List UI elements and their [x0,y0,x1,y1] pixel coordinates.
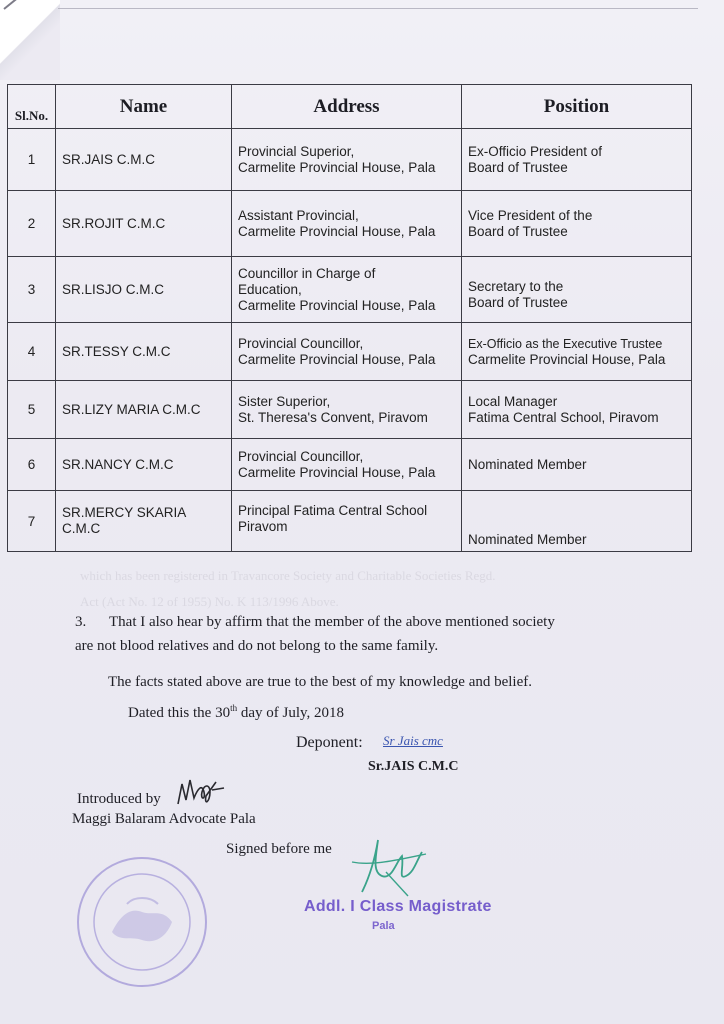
header-name: Name [56,85,232,129]
row-number: 5 [8,381,56,439]
header-address: Address [232,85,462,129]
address-line: Carmelite Provincial House, Pala [238,352,436,367]
position-line: Ex-Officio President of [468,144,603,159]
address-line: Sister Superior, [238,394,331,409]
row-number: 2 [8,191,56,257]
deponent-signature: Sr Jais cmc [383,733,443,748]
document-page: Sl.No. Name Address Position 1 SR.JAIS C.M.C Provincial Superior, Carmelite Provincial House, Pala Ex-Officio President of Board of Trustee 2 SR.ROJIT C.M.C Assistant Provincial, Carmelite Provincial House, Pala Vice President of the Board of Trustee 3 SR.LISJO C.M.C Councillor in Charge of Education, Carmelite Provincial House, Pala Secretary to the Board of Trustee 4 SR.TESSY C.M.C Provincial Councillor, Carmelite Provincial House, Pala Ex-Officio as the Executive Trustee Carmelite Provincial House, Pala 5 SR.LIZY MARIA C.M.C Sister Superior, St. Theresa's Convent, Piravom Local Manager Fatima Central School, Piravom 6 SR.NANCY C.M.C Provincial Councillor, Carmelite Provincial House, Pala Nominated Member 7 SR.MERCY SKARIA C.M.C Principal Fatima Central School Piravom Nominated Member which has been registered in Travancore Society and Charitable Societies Regd. Act (Act No. 12 of 1955) No. K 113/1996 Above. 3. That I also hear by affirm that the member of the above mentioned society are not blood relatives and do not belong to the same family. The facts stated above are true to the best of my knowledge and belief. Dated this the 30th day of July, 2018 Deponent: Sr Jais cmc Sr.JAIS C.M.C Introduced by Maggi Balaram Advocate Pala Signed before me Addl. I Class Magistrate Pala [0,0,724,1024]
advocate-signature [172,770,232,810]
address-line: Provincial Councillor, [238,449,364,464]
position-line: Carmelite Provincial House, Pala [468,352,666,367]
table-row [8,491,692,552]
magistrate-stamp: Addl. I Class Magistrate [304,898,492,915]
position-line: Nominated Member [468,532,587,547]
address-line: Carmelite Provincial House, Pala [238,465,436,480]
introduced-label: Introduced by [77,791,161,807]
row-address [232,439,462,491]
table-row [8,323,692,381]
address-line: Carmelite Provincial House, Pala [238,298,436,313]
deponent-name: Sr.JAIS C.M.C [368,759,459,774]
signed-before-label: Signed before me [226,841,332,857]
advocate-name: Maggi Balaram Advocate Pala [72,811,256,827]
trustee-table [7,84,692,552]
address-line: Assistant Provincial, [238,208,359,223]
position-line: Board of Trustee [468,295,568,310]
position-line: Vice President of the [468,208,593,223]
court-seal [72,852,212,992]
para3-line2: are not blood relatives and do not belong to the same family. [75,638,439,654]
dated-line: Dated this the 30th day of July, 2018 [128,703,345,721]
row-position [462,257,692,323]
position-line: Board of Trustee [468,224,568,239]
row-position [462,129,692,191]
table-row [8,439,692,491]
address-line: Provincial Councillor, [238,336,364,351]
stamp-location: Pala [372,920,395,932]
row-name: SR.ROJIT C.M.C [56,191,232,257]
folded-corner [0,0,60,80]
table-header-row [8,85,692,129]
row-number: 6 [8,439,56,491]
row-position: Nominated Member [462,439,692,491]
row-number: 4 [8,323,56,381]
row-position [462,491,692,552]
address-line: Carmelite Provincial House, Pala [238,224,436,239]
address-line: Carmelite Provincial House, Pala [238,160,436,175]
row-name: SR.TESSY C.M.C [56,323,232,381]
para3-line1: That I also hear by affirm that the member of the above mentioned society [109,614,555,630]
address-line: St. Theresa's Convent, Piravom [238,410,428,425]
row-name: SR.MERCY SKARIA C.M.C [56,491,232,552]
facts-statement: The facts stated above are true to the best of my knowledge and belief. [108,674,533,690]
position-line: Secretary to the [468,279,564,294]
row-position [462,191,692,257]
row-name: SR.NANCY C.M.C [56,439,232,491]
table-row [8,191,692,257]
row-address [232,491,462,552]
row-address [232,129,462,191]
row-name: SR.JAIS C.M.C [56,129,232,191]
row-address [232,381,462,439]
para-number: 3. [75,614,87,630]
address-line: Principal Fatima Central School Piravom [238,503,428,534]
row-number: 7 [8,491,56,552]
header-position: Position [462,85,692,129]
row-address [232,257,462,323]
magistrate-signature [342,832,432,902]
position-line: Fatima Central School, Piravom [468,410,659,425]
row-name: SR.LIZY MARIA C.M.C [56,381,232,439]
row-name: SR.LISJO C.M.C [56,257,232,323]
row-address [232,323,462,381]
table-row [8,257,692,323]
row-position [462,381,692,439]
position-line: Board of Trustee [468,160,568,175]
row-number: 1 [8,129,56,191]
position-line: Ex-Officio as the Executive Trustee [468,337,663,351]
header-slno: Sl.No. [8,85,56,129]
row-address [232,191,462,257]
row-position [462,323,692,381]
deponent-label: Deponent: [296,734,363,751]
table-row [8,129,692,191]
address-line: Provincial Superior, [238,144,355,159]
row-number: 3 [8,257,56,323]
table-row [8,381,692,439]
position-line: Local Manager [468,394,558,409]
address-line: Councillor in Charge of Education, [238,266,376,297]
